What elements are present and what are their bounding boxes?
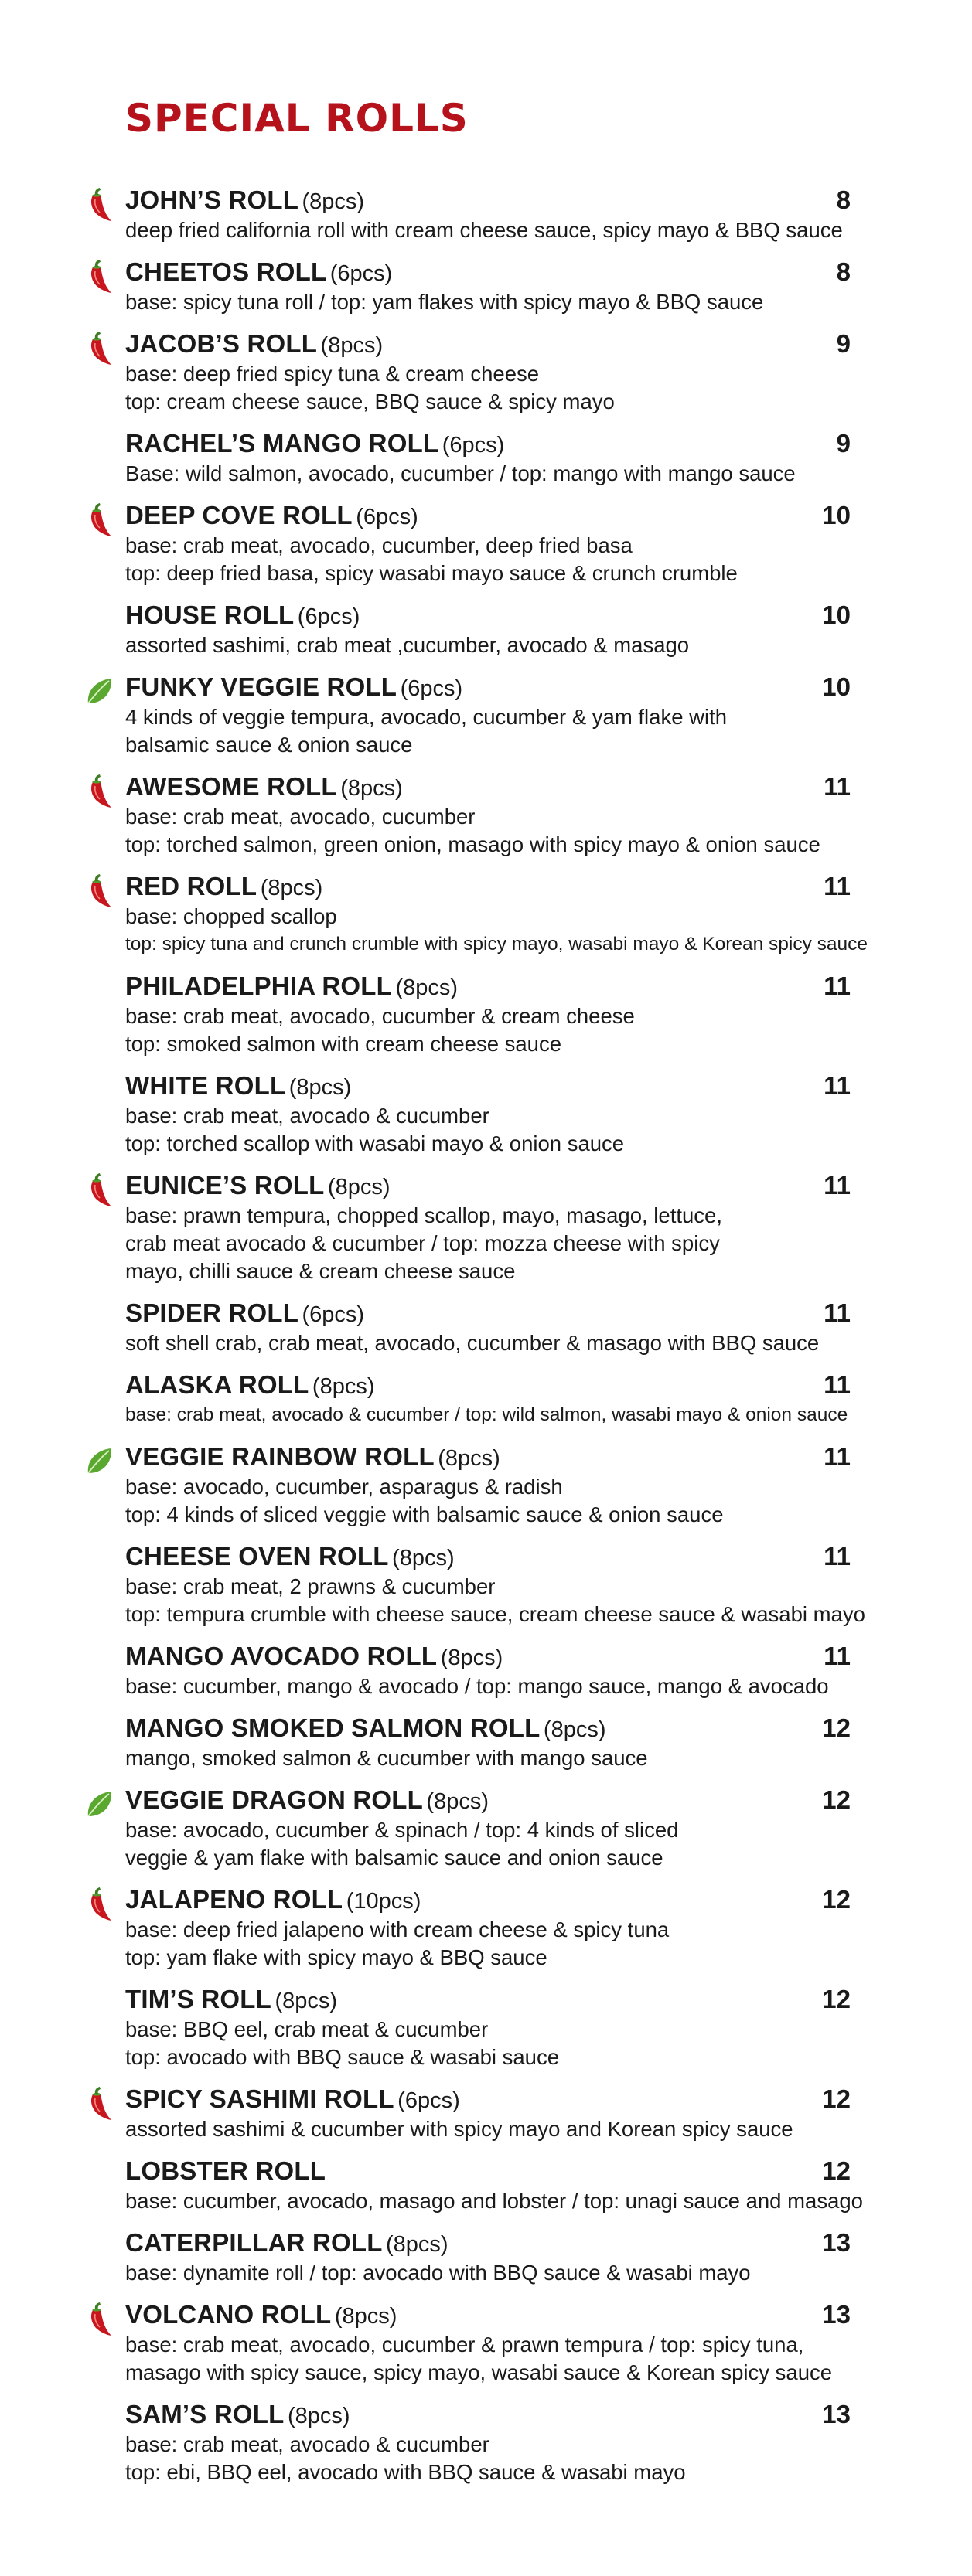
menu-item	[125, 185, 851, 244]
menu-item	[125, 2228, 851, 2287]
menu-item-name: EUNICE’S ROLL	[125, 1171, 325, 1200]
menu-item	[125, 872, 868, 958]
menu-item-name: WHITE ROLL	[125, 1071, 286, 1100]
menu-item-quantity: (8pcs)	[302, 189, 365, 214]
menu-item-description: base: crab meat, avocado & cucumber / top: wild salmon, wasabi mayo & onion sauce	[125, 1404, 848, 1425]
menu-item-quantity: (6pcs)	[302, 1302, 365, 1327]
chili-pepper-icon	[85, 2086, 114, 2122]
menu-item-price: 11	[824, 1442, 851, 1471]
chili-pepper-icon	[85, 873, 114, 909]
menu-item	[125, 1785, 851, 1872]
menu-item-header	[125, 1985, 851, 2016]
menu-item	[125, 1298, 851, 1357]
menu-item-description: Base: wild salmon, avocado, cucumber / top: mango with mango sauce	[125, 461, 796, 485]
menu-item-header	[125, 185, 851, 216]
menu-item-header	[125, 2300, 851, 2331]
menu-item	[125, 1985, 851, 2071]
menu-item-description: base: deep fried spicy tuna & cream cheese	[125, 362, 540, 386]
menu-item-name: ALASKA ROLL	[125, 1370, 309, 1399]
menu-item-price: 13	[822, 2300, 851, 2329]
menu-item-name: JOHN’S ROLL	[125, 185, 299, 214]
menu-item-name: SPIDER ROLL	[125, 1298, 299, 1327]
menu-item-price: 12	[822, 2084, 851, 2113]
menu-item-quantity: (8pcs)	[392, 1546, 455, 1570]
chili-pepper-icon	[85, 2302, 114, 2337]
menu-title: SPECIAL ROLLS	[125, 96, 469, 141]
chili-pepper-icon	[85, 1887, 114, 1922]
menu-item-price: 9	[836, 429, 851, 458]
menu-item-name: SAM’S ROLL	[125, 2400, 285, 2428]
menu-item-description: top: torched salmon, green onion, masago with spicy mayo & onion sauce	[125, 832, 820, 856]
menu-item-header	[125, 1785, 851, 1816]
menu-item-name: CATERPILLAR ROLL	[125, 2228, 383, 2257]
menu-item-description: base: crab meat, avocado & cucumber	[125, 1104, 489, 1128]
menu-item-description: top: smoked salmon with cream cheese sauce	[125, 1032, 562, 1056]
menu-item-quantity: (8pcs)	[275, 1989, 338, 2013]
menu-item-quantity: (10pcs)	[346, 1889, 421, 1914]
menu-item-name: VOLCANO ROLL	[125, 2300, 332, 2329]
menu-item-header	[125, 1885, 851, 1916]
menu-item-description: assorted sashimi & cucumber with spicy mayo and Korean spicy sauce	[125, 2117, 793, 2141]
menu-item	[125, 501, 851, 587]
menu-item-description: base: avocado, cucumber, asparagus & radish	[125, 1475, 563, 1499]
menu-item-name: MANGO SMOKED SALMON ROLL	[125, 1713, 541, 1742]
menu-item-name: CHEESE OVEN ROLL	[125, 1542, 389, 1570]
menu-item-description: top: yam flake with spicy mayo & BBQ sauce	[125, 1945, 547, 1969]
menu-item-description: mango, smoked salmon & cucumber with mango sauce	[125, 1746, 648, 1770]
menu-item-description: veggie & yam flake with balsamic sauce and onion sauce	[125, 1846, 663, 1870]
menu-item-name: VEGGIE DRAGON ROLL	[125, 1785, 423, 1814]
menu-item-name: MANGO AVOCADO ROLL	[125, 1642, 438, 1670]
menu-item	[125, 1071, 851, 1158]
menu-item-name: CHEETOS ROLL	[125, 257, 327, 286]
menu-item-quantity: (8pcs)	[386, 2232, 448, 2257]
menu-item-description: top: deep fried basa, spicy wasabi mayo sauce & crunch crumble	[125, 561, 738, 585]
menu-item-description: deep fried california roll with cream cheese sauce, spicy mayo & BBQ sauce	[125, 218, 843, 242]
menu-item-quantity: (8pcs)	[395, 975, 459, 1000]
menu-item-header	[125, 2400, 851, 2431]
menu-item-description: top: ebi, BBQ eel, avocado with BBQ sauce & wasabi mayo	[125, 2460, 686, 2484]
menu-item-header	[125, 2156, 851, 2187]
menu-item-name: JACOB’S ROLL	[125, 329, 318, 358]
menu-item-description: balsamic sauce & onion sauce	[125, 733, 413, 757]
menu-item-price: 13	[822, 2400, 851, 2428]
menu-item-price: 11	[824, 1542, 851, 1570]
menu-item-header	[125, 1370, 851, 1401]
chili-pepper-icon	[85, 1172, 114, 1208]
leaf-icon	[85, 1444, 114, 1479]
chili-pepper-icon	[85, 502, 114, 538]
menu-item-price: 13	[822, 2228, 851, 2257]
menu-item	[125, 1885, 851, 1972]
menu-item	[125, 772, 851, 859]
menu-item	[125, 2300, 851, 2387]
menu-item-quantity: (6pcs)	[442, 433, 505, 458]
menu-item-price: 11	[824, 1171, 851, 1200]
menu-item-description: top: spicy tuna and crunch crumble with spicy mayo, wasabi mayo & Korean spicy sauce	[125, 934, 868, 955]
menu-item-name: RED ROLL	[125, 872, 257, 900]
menu-item-description: 4 kinds of veggie tempura, avocado, cucumber & yam flake with	[125, 705, 728, 729]
menu-item-price: 11	[824, 772, 851, 801]
menu-item-name: PHILADELPHIA ROLL	[125, 972, 393, 1000]
chili-pepper-icon	[85, 331, 114, 366]
menu-item-name: VEGGIE RAINBOW ROLL	[125, 1442, 435, 1471]
menu-item-price: 11	[824, 972, 851, 1000]
menu-item-description: base: dynamite roll / top: avocado with BBQ sauce & wasabi mayo	[125, 2261, 751, 2285]
menu-item-description: base: BBQ eel, crab meat & cucumber	[125, 2017, 489, 2041]
menu-item-quantity: (8pcs)	[543, 1717, 606, 1742]
menu-item	[125, 601, 851, 659]
menu-item-name: TIM’S ROLL	[125, 1985, 271, 2013]
menu-item-header	[125, 1442, 851, 1473]
menu-item	[125, 972, 851, 1058]
menu-item-quantity: (6pcs)	[329, 261, 393, 286]
menu-item-price: 11	[824, 872, 851, 900]
menu-item	[125, 329, 851, 416]
menu-item-description: top: cream cheese sauce, BBQ sauce & spicy mayo	[125, 390, 615, 413]
menu-item-price: 12	[822, 1885, 851, 1914]
menu-item-name: DEEP COVE ROLL	[125, 501, 353, 529]
menu-item-description: masago with spicy sauce, spicy mayo, wasabi sauce & Korean spicy sauce	[125, 2360, 833, 2384]
menu-item-header	[125, 601, 851, 631]
menu-item-description: crab meat avocado & cucumber / top: mozza cheese with spicy	[125, 1231, 720, 1255]
menu-item-quantity: (8pcs)	[440, 1645, 503, 1670]
menu-item-header	[125, 257, 851, 288]
menu-item-quantity: (8pcs)	[340, 776, 403, 801]
menu-item-description: base: prawn tempura, chopped scallop, mayo, masago, lettuce,	[125, 1203, 722, 1227]
menu-item-header	[125, 1171, 851, 1202]
menu-item-quantity: (6pcs)	[297, 604, 360, 629]
menu-item-description: soft shell crab, crab meat, avocado, cucumber & masago with BBQ sauce	[125, 1331, 820, 1355]
menu-item-name: SPICY SASHIMI ROLL	[125, 2084, 394, 2113]
menu-item-description: base: crab meat, avocado & cucumber	[125, 2432, 489, 2456]
menu-item-description: base: deep fried jalapeno with cream cheese & spicy tuna	[125, 1918, 670, 1941]
menu-item-header	[125, 1298, 851, 1329]
menu-item	[125, 1442, 851, 1529]
menu-item-header	[125, 2228, 851, 2259]
menu-item-header	[125, 1642, 851, 1673]
menu-item-description: base: cucumber, avocado, masago and lobster / top: unagi sauce and masago	[125, 2189, 863, 2213]
menu-item	[125, 672, 851, 759]
menu-item-description: base: crab meat, avocado, cucumber & prawn tempura / top: spicy tuna,	[125, 2333, 804, 2357]
menu-item-price: 10	[822, 601, 851, 629]
menu-item-description: top: torched scallop with wasabi mayo & onion sauce	[125, 1131, 625, 1155]
leaf-icon	[85, 674, 114, 710]
menu-item-price: 11	[824, 1370, 851, 1399]
menu-item	[125, 2400, 851, 2486]
menu-item-quantity: (8pcs)	[287, 2404, 350, 2428]
menu-item-header	[125, 1542, 851, 1573]
menu-item-quantity: (6pcs)	[397, 2088, 460, 2113]
menu-item	[125, 2084, 851, 2143]
menu-item-description: base: crab meat, avocado, cucumber	[125, 805, 476, 829]
menu-item-quantity: (8pcs)	[334, 2304, 397, 2329]
menu-item-description: base: cucumber, mango & avocado / top: mango sauce, mango & avocado	[125, 1674, 829, 1698]
menu-item-price: 10	[822, 501, 851, 529]
menu-item-price: 12	[822, 1785, 851, 1814]
menu-item-description: base: crab meat, avocado, cucumber, deep fried basa	[125, 533, 633, 557]
menu-item-header	[125, 329, 851, 360]
menu-item-name: JALAPENO ROLL	[125, 1885, 343, 1914]
menu-item	[125, 1171, 851, 1285]
menu-item-quantity: (6pcs)	[356, 505, 418, 529]
menu-item-header	[125, 2084, 851, 2115]
menu-item-price: 10	[822, 672, 851, 701]
menu-item-quantity: (8pcs)	[320, 333, 384, 358]
menu-item-description: top: avocado with BBQ sauce & wasabi sauce	[125, 2045, 560, 2069]
menu-item-quantity: (8pcs)	[438, 1446, 500, 1471]
menu-item-header	[125, 1071, 851, 1102]
menu-item-description: base: avocado, cucumber & spinach / top: 4 kinds of sliced	[125, 1818, 679, 1842]
menu-item-price: 12	[822, 1713, 851, 1742]
menu-item-quantity: (8pcs)	[288, 1075, 352, 1100]
menu-item-description: top: 4 kinds of sliced veggie with balsamic sauce & onion sauce	[125, 1502, 724, 1526]
menu-list	[125, 185, 868, 2499]
menu-item	[125, 1370, 851, 1429]
menu-item	[125, 429, 851, 488]
menu-item-description: mayo, chilli sauce & cream cheese sauce	[125, 1259, 516, 1283]
menu-item-quantity: (8pcs)	[312, 1374, 375, 1399]
menu-item-description: base: crab meat, 2 prawns & cucumber	[125, 1574, 496, 1598]
leaf-icon	[85, 1787, 114, 1822]
menu-item-name: HOUSE ROLL	[125, 601, 295, 629]
menu-item-price: 8	[836, 257, 851, 286]
menu-item-price: 11	[824, 1298, 851, 1327]
chili-pepper-icon	[85, 774, 114, 809]
menu-item-quantity: (8pcs)	[327, 1175, 391, 1200]
menu-item-header	[125, 501, 851, 532]
menu-item-price: 11	[824, 1642, 851, 1670]
menu-item-quantity: (8pcs)	[260, 876, 323, 900]
menu-item-header	[125, 772, 851, 803]
menu-item-price: 11	[824, 1071, 851, 1100]
menu-item-price: 8	[836, 185, 851, 214]
menu-item-name: FUNKY VEGGIE ROLL	[125, 672, 397, 701]
menu-item-header	[125, 429, 851, 460]
menu-item-description: assorted sashimi, crab meat ,cucumber, avocado & masago	[125, 633, 690, 657]
menu-item-quantity: (6pcs)	[400, 676, 463, 701]
menu-item	[125, 1713, 851, 1772]
chili-pepper-icon	[85, 187, 114, 223]
chili-pepper-icon	[85, 259, 114, 294]
menu-item	[125, 2156, 863, 2215]
menu-item-price: 12	[822, 1985, 851, 2013]
menu-item-header	[125, 972, 851, 1002]
menu-item-quantity: (8pcs)	[426, 1789, 489, 1814]
menu-item-name: LOBSTER ROLL	[125, 2156, 326, 2185]
menu-item-price: 12	[822, 2156, 851, 2185]
menu-item-description: top: tempura crumble with cheese sauce, cream cheese sauce & wasabi mayo	[125, 1602, 865, 1626]
menu-item-description: base: chopped scallop	[125, 904, 337, 928]
menu-item	[125, 1542, 865, 1628]
menu-item-header	[125, 672, 851, 703]
menu-item-header	[125, 872, 851, 903]
menu-item	[125, 1642, 851, 1700]
menu-item	[125, 257, 851, 316]
menu-item-price: 9	[836, 329, 851, 358]
menu-item-description: base: crab meat, avocado, cucumber & cream cheese	[125, 1004, 635, 1028]
menu-item-header	[125, 1713, 851, 1744]
menu-item-name: AWESOME ROLL	[125, 772, 337, 801]
menu-item-description: base: spicy tuna roll / top: yam flakes with spicy mayo & BBQ sauce	[125, 290, 764, 314]
menu-item-name: RACHEL’S MANGO ROLL	[125, 429, 439, 458]
